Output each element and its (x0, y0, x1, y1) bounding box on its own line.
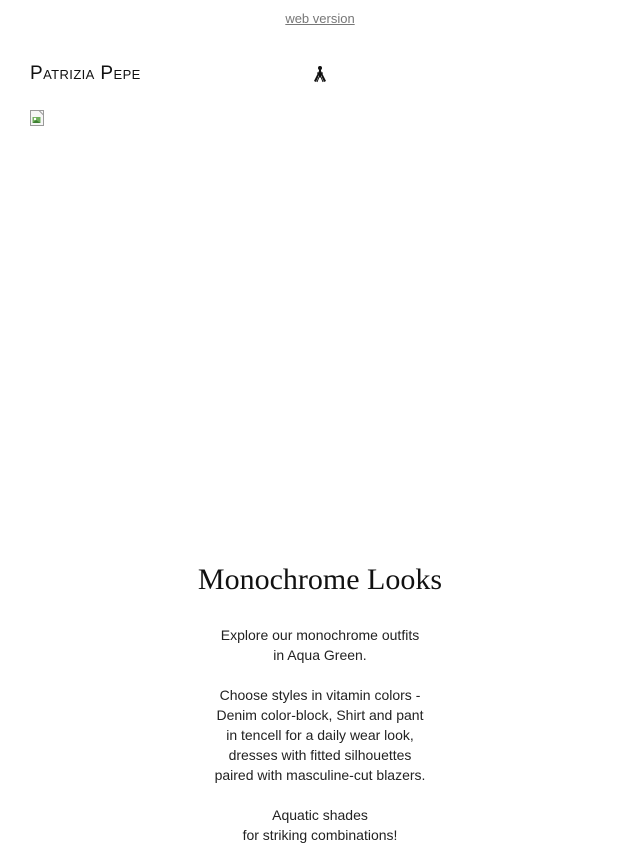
broken-image-icon (30, 110, 46, 126)
body-line: in Aqua Green. (273, 647, 367, 663)
body-line: in tencell for a daily wear look, (226, 727, 414, 743)
body-line: for striking combinations! (242, 827, 398, 843)
web-version-bar (0, 11, 640, 27)
body-line: Explore our monochrome outfits (220, 627, 420, 643)
body-line: Choose styles in vitamin colors - (219, 687, 421, 703)
body-line-spacer (0, 665, 640, 685)
section-title: Monochrome Looks (197, 563, 443, 596)
body-line: Denim color-block, Shirt and pant (216, 707, 424, 723)
body-copy (0, 625, 640, 845)
body-line: paired with masculine-cut blazers. (214, 767, 426, 783)
fly-logo-icon (313, 65, 327, 83)
body-line: dresses with fitted silhouettes (228, 747, 412, 763)
brand-logo[interactable]: Patrizia Pepe (30, 63, 141, 84)
body-line-spacer (0, 785, 640, 805)
body-line: Aquatic shades (272, 807, 368, 823)
email-header (0, 60, 640, 88)
web-version-link[interactable]: web version (285, 11, 355, 26)
